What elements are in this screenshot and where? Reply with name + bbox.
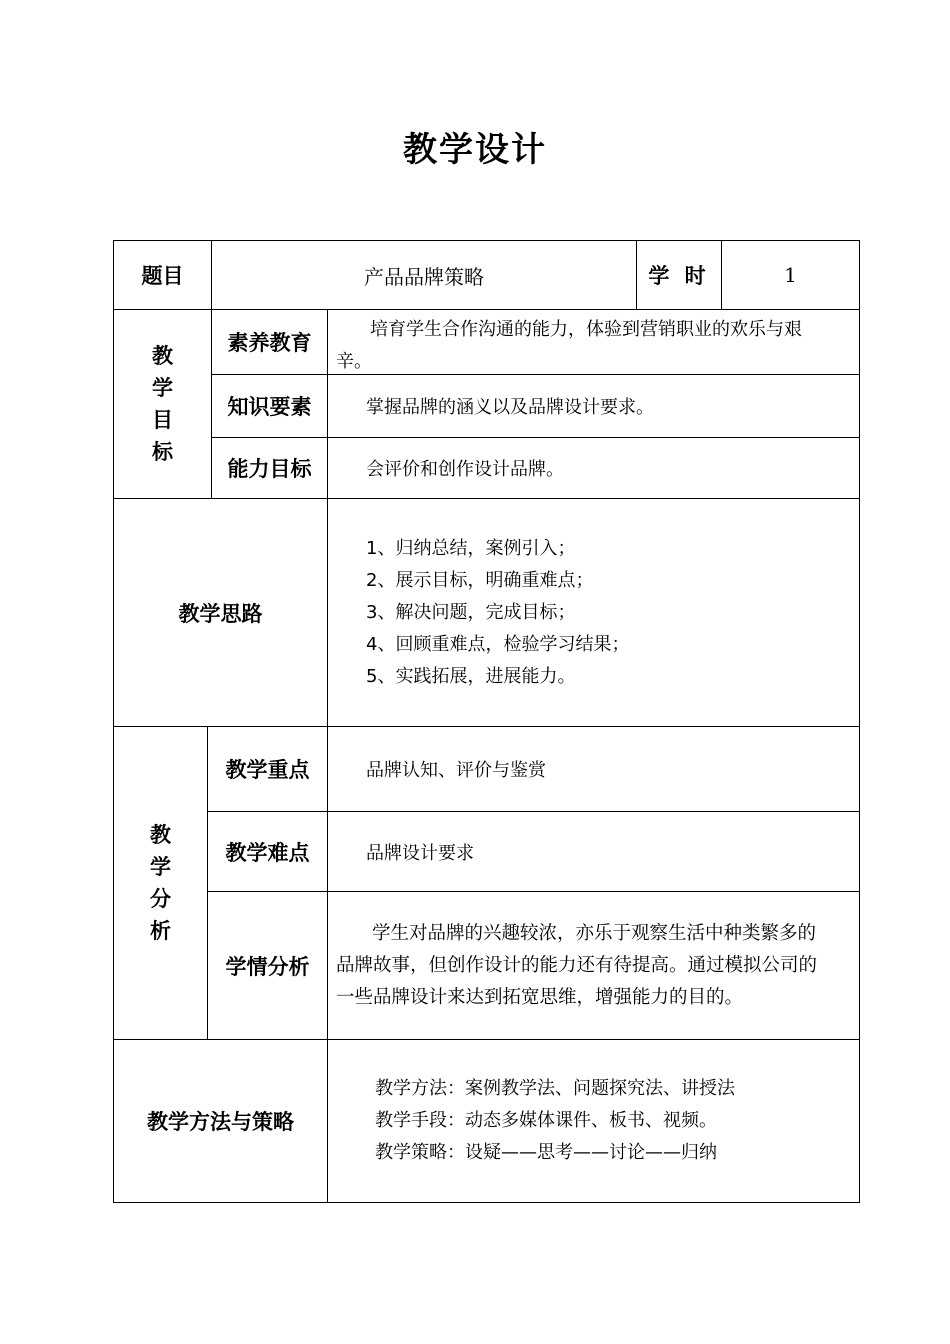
analysis-text-cell xyxy=(327,726,860,812)
analysis-label-key-points: 教学重点 xyxy=(225,758,310,782)
topic-label: 题目 xyxy=(141,264,184,288)
document-title: 教学设计 xyxy=(403,130,547,170)
approach-step: 4、回顾重难点，检验学习结果； xyxy=(366,633,630,655)
goals-char: 标 xyxy=(152,440,173,464)
learner-analysis-line: 品牌故事，但创作设计的能力还有待提高。通过模拟公司的 xyxy=(336,954,818,976)
learner-analysis-line: 一些品牌设计来达到拓宽思维，增强能力的目的。 xyxy=(336,986,744,1008)
analysis-label-cell xyxy=(207,891,328,1040)
approach-step: 1、归纳总结，案例引入； xyxy=(366,537,576,559)
goal-text-cell xyxy=(327,437,860,499)
approach-label: 教学思路 xyxy=(178,601,263,626)
analysis-group-label xyxy=(113,726,208,1040)
learner-analysis-line: 学生对品牌的兴趣较浓，亦乐于观察生活中种类繁多的 xyxy=(372,922,817,944)
goals-char: 学 xyxy=(152,376,173,400)
approach-steps-cell xyxy=(327,498,860,727)
goal-text-cell xyxy=(327,309,860,375)
topic-value-cell xyxy=(211,240,637,310)
approach-step: 2、展示目标，明确重难点； xyxy=(366,569,594,591)
goal-text-literacy: 培育学生合作沟通的能力，体验到营销职业的欢乐与艰 xyxy=(370,319,802,340)
goal-text-cell xyxy=(327,374,860,438)
analysis-label-learners: 学情分析 xyxy=(225,954,310,979)
analysis-label-cell xyxy=(207,811,328,892)
approach-step: 5、实践拓展，进展能力。 xyxy=(366,665,576,687)
analysis-text-key-points: 品牌认知、评价与鉴赏 xyxy=(366,760,546,781)
goal-text-ability: 会评价和创作设计品牌。 xyxy=(366,459,564,480)
goal-label-ability: 能力目标 xyxy=(227,457,312,481)
goal-text-knowledge: 掌握品牌的涵义以及品牌设计要求。 xyxy=(366,397,654,418)
goal-label-cell xyxy=(211,437,328,499)
hours-value-cell xyxy=(721,240,860,310)
methods-label: 教学方法与策略 xyxy=(147,1110,294,1134)
hours-value: 1 xyxy=(784,263,797,287)
analysis-text-cell xyxy=(327,811,860,892)
goal-label-knowledge: 知识要素 xyxy=(227,395,312,419)
analysis-label-difficulties: 教学难点 xyxy=(225,840,310,865)
methods-label-cell xyxy=(113,1039,328,1203)
methods-line: 教学手段：动态多媒体课件、板书、视频。 xyxy=(375,1110,717,1131)
approach-step: 3、解决问题，完成目标； xyxy=(366,601,576,623)
hours-label: 学 时 xyxy=(648,264,710,288)
goals-group-label xyxy=(113,309,212,499)
goals-char: 教 xyxy=(152,344,173,368)
analysis-text-cell xyxy=(327,891,860,1040)
analysis-char: 分 xyxy=(150,887,171,911)
analysis-text-difficulties: 品牌设计要求 xyxy=(366,842,474,864)
analysis-char: 学 xyxy=(150,855,171,879)
goals-char: 目 xyxy=(152,408,173,432)
analysis-char: 教 xyxy=(150,823,171,847)
goal-label-cell xyxy=(211,374,328,438)
hours-label-cell xyxy=(636,240,722,310)
topic-label-cell xyxy=(113,240,212,310)
approach-label-cell xyxy=(113,498,328,727)
topic-value: 产品品牌策略 xyxy=(364,264,484,289)
goal-text-literacy-cont: 辛。 xyxy=(336,351,372,372)
analysis-label-cell xyxy=(207,726,328,812)
analysis-char: 析 xyxy=(150,919,171,943)
goal-label-literacy: 素养教育 xyxy=(227,331,312,355)
methods-line: 教学策略：设疑——思考——讨论——归纳 xyxy=(375,1142,717,1163)
goal-label-cell xyxy=(211,309,328,375)
methods-line: 教学方法：案例教学法、问题探究法、讲授法 xyxy=(375,1078,735,1099)
methods-text-cell xyxy=(327,1039,860,1203)
